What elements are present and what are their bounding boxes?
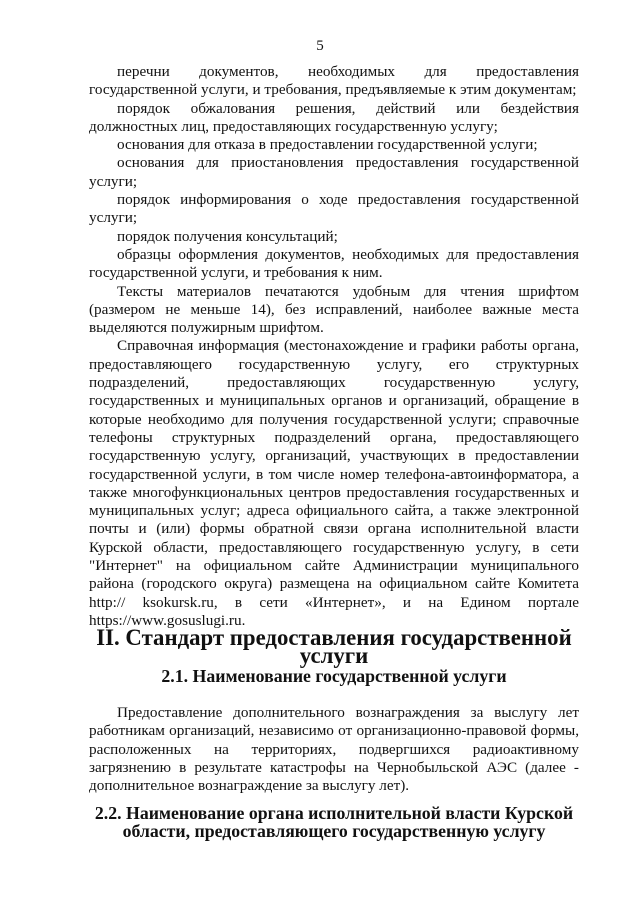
paragraph: Тексты материалов печатаются удобным для чтения шрифтом (размером не меньше 14), без исправлений, наиболее важные места выделяются полужирным шрифтом. (89, 282, 579, 337)
paragraph: порядок информирования о ходе предоставления государственной услуги; (89, 191, 579, 227)
subsection-body (89, 704, 579, 795)
subsection-heading: 2.1. Наименование государственной услуги (161, 666, 507, 686)
section-heading: II. Стандарт предоставления государственной услуги (96, 625, 572, 669)
paragraph: перечни документов, необходимых для предоставления государственной услуги, и требования, предъявляемые к этим документам; (89, 63, 579, 99)
page-number: 5 (316, 38, 324, 54)
paragraph: порядок получения консультаций; (117, 227, 338, 245)
body-text (89, 63, 579, 630)
paragraph: порядок обжалования решения, действий или бездействия должностных лиц, предоставляющих государственную услугу; (89, 99, 579, 135)
paragraph: Предоставление дополнительного вознаграждения за выслугу лет работникам организаций, независимо от организационно-правовой формы, расположенных на территориях, подвергшихся радиоактивному загрязнению в результате катастрофы на Чернобыльской АЭС (далее - дополнительное вознаграждение за выслугу лет). (89, 704, 579, 795)
paragraph: образцы оформления документов, необходимых для предоставления государственной услуги, и требования к ним. (89, 245, 579, 282)
subsection-heading: 2.2. Наименование органа исполнительной власти Курской области, предоставляющего государственную услугу (94, 803, 574, 842)
paragraph: основания для приостановления предоставления государственной услуги; (89, 154, 579, 190)
paragraph: основания для отказа в предоставлении государственной услуги; (117, 136, 538, 154)
paragraph: Справочная информация (местонахождение и графики работы органа, предоставляющего государственную услугу, его структурных подразделений, предоставляющих государственную услугу, государственных и муниципальных органов и организаций, обращение в которые необходимо для получения государственной услуги; справочные телефоны структурных подразделений органа, предоставляющего государственную услугу, организаций, участвующих в предоставлении государственной услуги, в том числе номер телефона-автоинформатора, а также многофункциональных центров предоставления государственных и муниципальных услуг; адреса официального сайта, а также электронной почты и (или) формы обратной связи органа исполнительной власти Курской области, предоставляющего государственную услугу, в сети "Интернет" на официальном сайте Администрации муниципального района (городского округа) размещена на официальном сайте Комитета http:// ksokursk.ru, в сети «Интернет», и на Едином портале https://www.gosuslugi.ru. (89, 337, 579, 629)
